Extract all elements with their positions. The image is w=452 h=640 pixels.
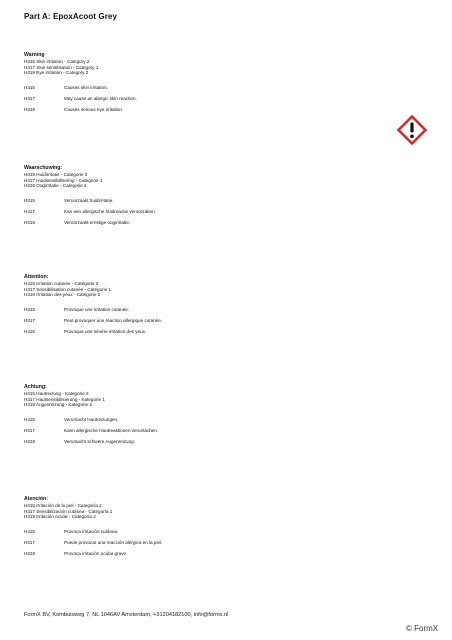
hazard-text: Provoca irritación cutánea. (64, 528, 119, 534)
hazard-code: H319 (24, 550, 35, 556)
section-warning-de (24, 384, 404, 447)
hazard-text: Peut provoquer une réaction allergique cutanée. (64, 317, 163, 323)
section-heading: Achtung: (24, 384, 47, 390)
hazard-statement (24, 526, 404, 537)
classification-line: H317 Skin sensitisation - Category 1 (24, 64, 99, 70)
hazard-code: H317 (24, 539, 35, 545)
hazard-text: Verursacht schwere Augenreizung. (64, 438, 135, 444)
hazard-statement (24, 315, 404, 326)
section-heading: Atención: (24, 496, 48, 502)
classification-line: H319 Augenreizung - Kategorie 2 (24, 402, 92, 408)
classification-line: H319 Eye irritation - Category 2 (24, 70, 89, 76)
classification-line: H319 Irritation des yeux - Catégorie 2 (24, 292, 101, 298)
hazard-code: H315 (24, 197, 35, 203)
hazard-text: Causes skin irritation. (64, 84, 108, 90)
hazard-code: H317 (24, 95, 35, 101)
hazard-code: H319 (24, 438, 35, 444)
hazard-statement (24, 206, 404, 217)
hazard-text: Puede provocar una reacción alérgica en la piel. (64, 539, 163, 545)
section-warning-en (24, 52, 404, 115)
copyright-notice: © FormX (406, 624, 439, 633)
classification-line: H315 Huidirritatie - Categorie 2 (24, 172, 88, 177)
hazard-statement (24, 195, 404, 206)
hazard-text: Provoca irritación ocular grave. (64, 550, 128, 556)
company-footer: FormX BV, Kombuisweg 7, NL 1046AV Amsterdam, +31204182100, info@formx.nl (24, 612, 229, 618)
classification-line: H317 Sensibilización cutánea - Categoría 1 (24, 508, 113, 514)
hazard-code: H315 (24, 528, 35, 534)
hazard-text: Causes serious eye irritation. (64, 106, 124, 112)
classification-line: H315 Irritation cutanée - Catégorie 2 (24, 281, 99, 286)
classification-line: H319 Irritación ocular - Categoría 2 (24, 514, 96, 520)
hazard-statement (24, 425, 404, 436)
hazard-code: H315 (24, 306, 35, 312)
classification-line: H315 Hautreizung - Kategorie 2 (24, 391, 89, 396)
hazard-text: Provoque une irritation cutanée. (64, 306, 130, 312)
section-warning-fr (24, 274, 404, 337)
section-heading: Warning (24, 52, 45, 58)
hazard-code: H319 (24, 328, 35, 334)
classification-line: H319 Oogirritatie - Categorie 2 (24, 183, 87, 189)
hazard-text: May cause an allergic skin reaction. (64, 95, 137, 101)
ghs07-exclamation-icon (397, 115, 427, 145)
hazard-statement (24, 326, 404, 337)
classification-line: H315 Skin irritation - Category 2 (24, 59, 90, 64)
document-title: Part A: EpoxAcoot Grey (24, 12, 118, 21)
hazard-code: H315 (24, 416, 35, 422)
section-heading: Waarschuwing: (24, 165, 63, 171)
section-warning-es (24, 496, 404, 559)
hazard-text: Veroorzaakt ernstige oogirritatie. (64, 219, 131, 225)
hazard-text: Kann allergische Hautreaktionen verursachen. (64, 427, 159, 433)
hazard-statement (24, 104, 404, 115)
hazard-code: H319 (24, 106, 35, 112)
hazard-text: Kan een allergische huidreactie veroorzaken. (64, 208, 156, 214)
hazard-text: Veroorzaakt huidirritatie. (64, 197, 114, 203)
hazard-code: H315 (24, 84, 35, 90)
hazard-statement (24, 537, 404, 548)
classification-line: H315 Irritación de la piel - Categoría 2 (24, 503, 102, 508)
hazard-statement (24, 82, 404, 93)
hazard-text: Provoque une sévère irritation des yeux. (64, 328, 147, 334)
classification-line: H317 Sensibilisation cutanée - Catégorie 1 (24, 286, 112, 292)
hazard-statement (24, 217, 404, 228)
hazard-statement (24, 414, 404, 425)
hazard-statement (24, 93, 404, 104)
hazard-text: Verursacht Hautreizungen. (64, 416, 119, 422)
hazard-statement (24, 304, 404, 315)
hazard-code: H317 (24, 427, 35, 433)
section-heading: Attention: (24, 274, 49, 280)
hazard-statement (24, 436, 404, 447)
hazard-statement (24, 548, 404, 559)
classification-line: H317 Hautsensibilisierung - Kategorie 1 (24, 396, 105, 402)
section-warning-nl (24, 165, 404, 228)
hazard-code: H317 (24, 317, 35, 323)
hazard-code: H317 (24, 208, 35, 214)
classification-line: H317 Huidsensibilisering - Categorie 1 (24, 177, 103, 183)
hazard-code: H319 (24, 219, 35, 225)
